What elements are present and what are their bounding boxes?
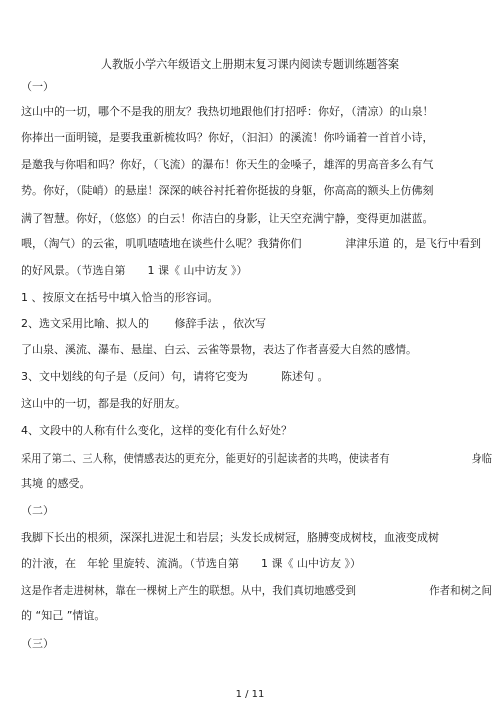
- question-3: 3、文中划线的句子是（反问）句，请将它变为 陈述句 。: [21, 370, 329, 383]
- text-line: 这山中的一切，哪个不是我的朋友？我热切地跟他们打招呼：你好，（清凉）的山泉！: [21, 105, 434, 118]
- page-number: 1 / 11: [235, 689, 265, 700]
- answer-3: 这山中的一切，都是我的好朋友。: [21, 397, 186, 410]
- section-heading-1: （一）: [21, 80, 54, 93]
- section-heading-2: （二）: [21, 504, 54, 517]
- text-line: 我脚下长出的根须，深深扎进泥土和岩层；头发长成树冠，胳膊变成树枝，血液变成树: [21, 531, 439, 544]
- answer-2: 了山泉、溪流、瀑布、悬崖、白云、云雀等景物，表达了作者喜爱大自然的感情。: [21, 343, 417, 356]
- text-line: 你捧出一面明镜，是要我重新梳妆吗？你好，（汩汩）的溪流！你吟诵着一首首小诗，: [21, 131, 434, 144]
- answer-4-cont: 其境 的感受。: [21, 477, 91, 490]
- document-title: 人教版小学六年级语文上册期末复习课内阅读专题训练题答案: [100, 57, 400, 71]
- question-2: 2、选文采用比喻、拟人的 修辞手法 ，依次写: [21, 317, 266, 330]
- answer-4: 采用了第二、三人称，使情感表达的更充分，能更好的引起读者的共鸣，使读者有 身临: [21, 452, 492, 465]
- text-line: 喂，（淘气）的云雀，叽叽喳喳地在谈些什么呢？我猜你们 津津乐道 的，是飞行中看到: [21, 237, 481, 250]
- question-4: 4、文段中的人称有什么变化，这样的变化有什么好处？: [21, 424, 292, 437]
- text-line: 是邀我与你唱和吗？你好，（飞流）的瀑布！你天生的金嗓子，雄浑的男高音多么有气: [21, 158, 434, 171]
- text-line: 的 “知己 ”情谊。: [21, 609, 106, 622]
- question-1: 1 、按原文在括号中填入恰当的形容词。: [21, 291, 219, 304]
- text-line: 势。你好，（陡峭）的悬崖！深深的峡谷衬托着你挺拔的身躯，你高高的额头上仿佛刻: [21, 184, 434, 197]
- text-line: 满了智慧。你好，（悠悠）的白云！你洁白的身影，让天空充满宁静，变得更加湛蓝。: [21, 212, 434, 225]
- text-line: 这是作者走进树林，靠在一棵树上产生的联想。从中，我们真切地感受到 作者和树之间: [21, 584, 492, 597]
- text-line: 的汁液，在 年轮 里旋转、流淌。（节选自第 1 课《 山中访友 》）: [21, 557, 361, 570]
- text-line: 的好风景。（节选自第 1 课《 山中访友 》）: [21, 264, 248, 277]
- section-heading-3: （三）: [21, 637, 54, 650]
